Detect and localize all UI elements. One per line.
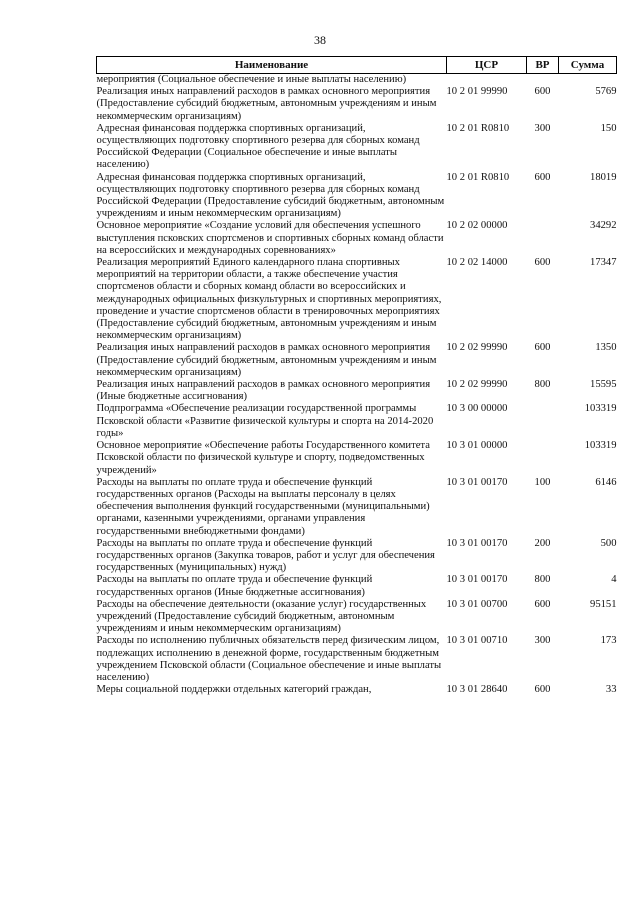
row-csr: 10 3 01 00170 <box>446 574 508 586</box>
row-vr: 300 <box>534 635 551 647</box>
row-name: Реализация иных направлений расходов в рамках основного мероприятия (Предоставление субсидий бюджетным, автономным учреждениям и иным некоммерческим организациям) <box>96 86 437 122</box>
row-sum: 500 <box>600 537 617 549</box>
row-name: мероприятия (Социальное обеспечение и иные выплаты населению) <box>96 74 407 85</box>
budget-table <box>96 56 617 696</box>
row-vr <box>527 74 559 87</box>
row-sum <box>559 74 617 87</box>
table-row <box>97 599 617 636</box>
row-name: Основное мероприятие «Создание условий для обеспечения успешного выступления псковских спортсменов и спортивных сборных команд области на всероссийских и международных соревнованиях» <box>96 220 444 256</box>
row-sum: 1350 <box>595 342 617 354</box>
row-csr: 10 3 01 00170 <box>446 537 508 549</box>
table-row <box>97 635 617 684</box>
row-csr: 10 2 02 14000 <box>446 257 508 269</box>
table-row <box>97 74 617 87</box>
row-csr: 10 2 01 R0810 <box>446 171 510 183</box>
row-vr: 600 <box>534 171 551 183</box>
table-row <box>97 538 617 575</box>
row-sum: 103319 <box>584 403 617 415</box>
row-name: Адресная финансовая поддержка спортивных организаций, осуществляющих подготовку спортивного резерва для сборных команд Российской Федерации (Предоставление субсидий бюджетным, автономным учреждениям и иным некоммерческим организациям) <box>96 171 445 220</box>
row-name: Расходы по исполнению публичных обязательств перед физическим лицом, подлежащих исполнению в денежной форме, государственным бюджетным учреждением Псковской области (Социальное обеспечение и иные выплаты населению) <box>96 635 442 683</box>
row-vr: 600 <box>534 342 551 354</box>
row-name: Адресная финансовая поддержка спортивных организаций, осуществляющих подготовку спортивного резерва для сборных команд Российской Федерации (Социальное обеспечение и иные выплаты населению) <box>96 122 420 171</box>
row-vr: 600 <box>534 598 551 610</box>
row-vr: 800 <box>534 574 551 586</box>
row-name: Меры социальной поддержки отдельных категорий граждан, <box>96 684 372 696</box>
row-sum: 103319 <box>584 440 617 452</box>
row-csr: 10 3 01 00000 <box>446 440 508 452</box>
table-row <box>97 123 617 172</box>
table-row <box>97 403 617 440</box>
row-sum: 95151 <box>590 598 617 610</box>
row-vr: 600 <box>534 684 551 696</box>
row-name: Реализация иных направлений расходов в рамках основного мероприятия (Иные бюджетные ассигнования) <box>96 379 431 403</box>
row-name: Расходы на выплаты по оплате труда и обеспечение функций государственных органов (Расходы на выплаты персоналу в целях обеспечения выполнения функций государственными (муниципальными) органами, казенными учреждениями, органами управления государственными внебюджетными фондами) <box>96 476 430 537</box>
row-vr: 200 <box>534 537 551 549</box>
row-sum: 5769 <box>595 86 617 98</box>
row-csr <box>447 74 527 87</box>
header-vr: ВР <box>527 57 559 74</box>
row-vr: 600 <box>534 86 551 98</box>
row-vr: 800 <box>534 379 551 391</box>
row-sum: 34292 <box>590 220 617 232</box>
row-name: Основное мероприятие «Обеспечение работы Государственного комитета Псковской области по физической культуре и спорту, подведомственных учреждений» <box>96 440 430 476</box>
row-csr: 10 3 01 00170 <box>446 476 508 488</box>
table-row <box>97 477 617 538</box>
row-vr <box>527 440 559 477</box>
table-row <box>97 574 617 598</box>
table-row <box>97 342 617 379</box>
table-row <box>97 172 617 221</box>
table-row <box>97 86 617 123</box>
row-csr: 10 2 02 99990 <box>446 342 508 354</box>
row-name: Подпрограмма «Обеспечение реализации государственной программы Псковской области «Развитие физической культуры и спорта на 2014-2020 годы» <box>96 403 434 439</box>
row-csr: 10 2 01 99990 <box>446 86 508 98</box>
row-vr <box>527 403 559 440</box>
row-name: Реализация мероприятий Единого календарного плана спортивных мероприятий на территории области, а также обеспечение участия спортсменов области и сборных команд области во всероссийских и международных официальных физкультурных и спортивных мероприятиях, проведение и участие спортсменов области в тренировочных мероприятиях (Предоставление субсидий бюджетным, автономным учреждениям и иным некоммерческим организациям) <box>96 257 442 342</box>
table-row <box>97 220 617 257</box>
table-row <box>97 379 617 403</box>
row-csr: 10 3 01 00710 <box>446 635 508 647</box>
row-sum: 33 <box>605 684 617 696</box>
page-number: 38 <box>314 33 326 47</box>
row-sum: 4 <box>611 574 617 586</box>
row-vr: 100 <box>534 476 551 488</box>
row-vr <box>527 220 559 257</box>
table-header-row <box>97 57 617 74</box>
header-csr: ЦСР <box>447 57 527 74</box>
table-row <box>97 440 617 477</box>
row-vr: 300 <box>534 122 551 134</box>
row-sum: 18019 <box>590 171 617 183</box>
row-name: Расходы на обеспечение деятельности (оказание услуг) государственных учреждений (Предоставление субсидий бюджетным, автономным учреждениям и иным некоммерческим организациям) <box>96 598 427 635</box>
table-row <box>97 257 617 342</box>
row-vr: 600 <box>534 257 551 269</box>
row-csr: 10 2 02 00000 <box>446 220 508 232</box>
header-sum: Сумма <box>559 57 617 74</box>
row-sum: 173 <box>600 635 617 647</box>
row-sum: 15595 <box>590 379 617 391</box>
row-csr: 10 2 01 R0810 <box>446 122 510 134</box>
row-csr: 10 3 01 28640 <box>446 684 508 696</box>
header-name: Наименование <box>97 57 447 74</box>
row-csr: 10 3 00 00000 <box>446 403 508 415</box>
row-sum: 6146 <box>595 476 617 488</box>
row-name: Реализация иных направлений расходов в рамках основного мероприятия (Предоставление субсидий бюджетным, автономным учреждениям и иным некоммерческим организациям) <box>96 342 437 378</box>
row-sum: 17347 <box>590 257 617 269</box>
row-name: Расходы на выплаты по оплате труда и обеспечение функций государственных органов (Иные бюджетные ассигнования) <box>96 574 373 598</box>
table-body <box>97 74 617 697</box>
row-csr: 10 2 02 99990 <box>446 379 508 391</box>
row-csr: 10 3 01 00700 <box>446 598 508 610</box>
row-name: Расходы на выплаты по оплате труда и обеспечение функций государственных органов (Закупка товаров, работ и услуг для обеспечения государственных (муниципальных) нужд) <box>96 537 435 574</box>
row-sum: 150 <box>600 122 617 134</box>
table-row <box>97 684 617 696</box>
